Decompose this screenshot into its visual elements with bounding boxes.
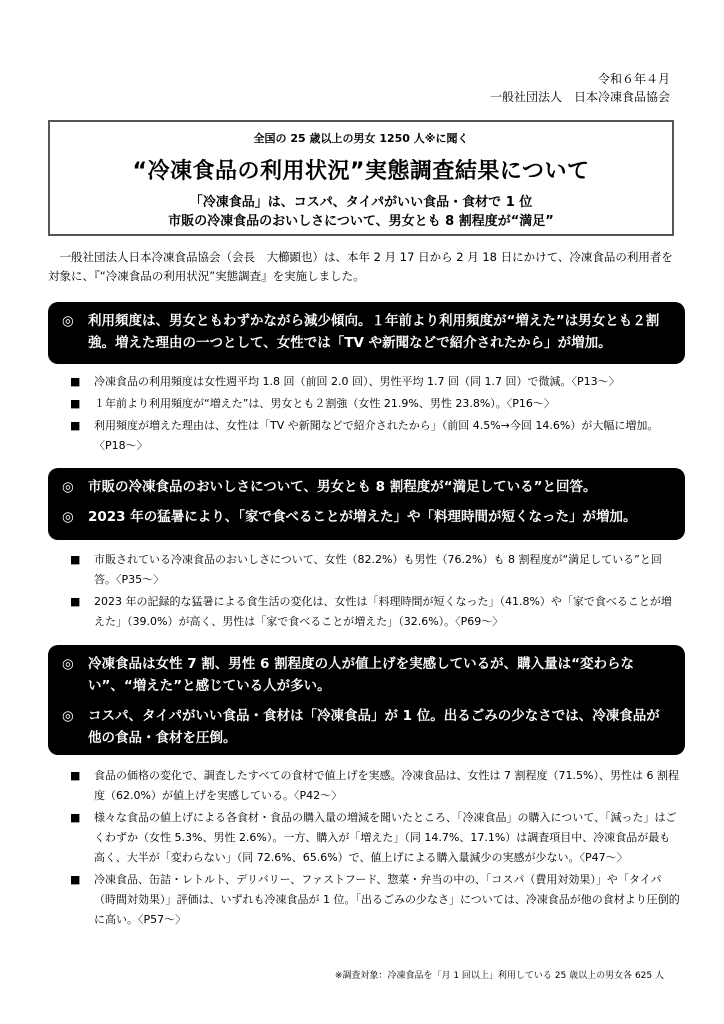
double-circle-icon: ◎ (62, 509, 74, 525)
header-block (490, 70, 670, 106)
highlight-box-2 (48, 468, 685, 540)
square-bullet-icon: ■ (70, 873, 81, 886)
organization-name: 一般社団法人 日本冷凍食品協会 (489, 90, 670, 104)
bullet-item (70, 550, 680, 590)
square-bullet-icon: ■ (70, 553, 81, 566)
highlight-row (62, 506, 671, 528)
highlight-box-1 (48, 302, 685, 364)
double-circle-icon: ◎ (62, 479, 74, 495)
pre-title: 全国の 25 歳以上の男女 1250 人※に聞く (253, 132, 469, 145)
double-circle-icon: ◎ (62, 708, 74, 724)
highlight-row (62, 476, 671, 498)
square-bullet-icon: ■ (70, 769, 81, 782)
highlight-text: 市販の冷凍食品のおいしさについて、男女とも 8 割程度が“満足している”と回答。 (88, 479, 597, 495)
highlight-row (62, 653, 671, 697)
issue-date: 令和６年４月 (597, 72, 670, 86)
bullet-item (70, 416, 680, 456)
subtitle-line-1: 「冷凍食品」は、コスパ、タイパがいい食品・食材で 1 位 (189, 195, 533, 210)
double-circle-icon: ◎ (62, 656, 74, 672)
bullet-item (70, 870, 680, 930)
subtitle (50, 193, 672, 231)
subtitle-line-2: 市販の冷凍食品のおいしさについて、男女とも 8 割程度が“満足” (168, 214, 554, 229)
highlight-row (62, 310, 671, 354)
bullet-item (70, 592, 680, 632)
bullet-item (70, 394, 680, 414)
double-circle-icon: ◎ (62, 313, 74, 329)
bullet-text: 2023 年の記録的な猛暑による食生活の変化は、女性は「料理時間が短くなった」（41.8%）や「家で食べることが増えた」（39.0%）が高く、男性は「家で食べることが増えた」（32.6%）。〈P69～〉 (94, 595, 672, 628)
highlight-text: コスパ、タイパがいい食品・食材は「冷凍食品」が 1 位。出るごみの少なさでは、冷凍食品が他の食品・食材を圧倒。 (88, 708, 660, 746)
footnote: ※調査対象：冷凍食品を「月 1 回以上」利用している 25 歳以上の男女各 625 人 (334, 971, 664, 981)
bullet-text: 市販されている冷凍食品のおいしさについて、女性（82.2%）も男性（76.2%）も 8 割程度が“満足している”と回答。〈P35～〉 (94, 553, 662, 586)
bullet-text: 食品の価格の変化で、調査したすべての食材で値上げを実感。冷凍食品は、女性は 7 割程度（71.5%）、男性は 6 割程度（62.0%）が値上げを実感している。〈P42～〉 (94, 769, 679, 802)
bullet-text: １年前より利用頻度が“増えた”は、男女とも２割強（女性 21.9%、男性 23.8%）。〈P16～〉 (94, 397, 555, 410)
square-bullet-icon: ■ (70, 811, 81, 824)
highlight-box-3 (48, 645, 685, 755)
bullet-item (70, 372, 680, 392)
highlight-text: 冷凍食品は女性 7 割、男性 6 割程度の人が値上げを実感しているが、購入量は“変わらない”、“増えた”と感じている人が多い。 (88, 656, 634, 694)
title-box (48, 120, 674, 236)
bullet-list-1 (70, 372, 680, 458)
bullet-list-3 (70, 766, 680, 932)
square-bullet-icon: ■ (70, 419, 81, 432)
highlight-text: 2023 年の猛暑により、「家で食べることが増えた」や「料理時間が短くなった」が増加。 (88, 509, 637, 525)
intro-paragraph: 一般社団法人日本冷凍食品協会（会長 大櫛顕也）は、本年 2 月 17 日から 2 月 18 日にかけて、冷凍食品の利用者を対象に、『“冷凍食品の利用状況”実態調査』を実施しました。 (48, 250, 673, 283)
main-title: “冷凍食品の利用状況”実態調査結果について (132, 159, 590, 184)
bullet-item (70, 766, 680, 806)
bullet-item (70, 808, 680, 868)
bullet-text: 様々な食品の値上げによる各食材・食品の購入量の増減を聞いたところ、「冷凍食品」の購入について、「減った」はごくわずか（女性 5.3%、男性 2.6%）。一方、購入が「増えた」（同 14.7%、17.1%）は調査項目中、冷凍食品が最も高く、大半が「変わらない」（同 72.6%、65.6%）で、値上げによる購入量減少の実感が少ない。〈P47～〉 (94, 811, 677, 864)
square-bullet-icon: ■ (70, 397, 81, 410)
bullet-list-2 (70, 550, 680, 634)
square-bullet-icon: ■ (70, 375, 81, 388)
highlight-row (62, 705, 671, 749)
square-bullet-icon: ■ (70, 595, 81, 608)
bullet-text: 冷凍食品、缶詰・レトルト、デリバリー、ファストフード、惣菜・弁当の中の、「コスパ（費用対効果）」や「タイパ（時間対効果）」評価は、いずれも冷凍食品が 1 位。「出るごみの少なさ」については、冷凍食品が他の食材より圧倒的に高い。〈P57～〉 (94, 873, 680, 926)
highlight-text: 利用頻度は、男女ともわずかながら減少傾向。１年前より利用頻度が“増えた”は男女とも２割強。増えた理由の一つとして、女性では「TV や新聞などで紹介されたから」が増加。 (88, 313, 660, 351)
bullet-text: 冷凍食品の利用頻度は女性週平均 1.8 回（前回 2.0 回）、男性平均 1.7 回（同 1.7 回）で微減。〈P13～〉 (94, 375, 620, 388)
bullet-text: 利用頻度が増えた理由は、女性は「TV や新聞などで紹介されたから」（前回 4.5%→今回 14.6%）が大幅に増加。〈P18～〉 (94, 419, 659, 452)
